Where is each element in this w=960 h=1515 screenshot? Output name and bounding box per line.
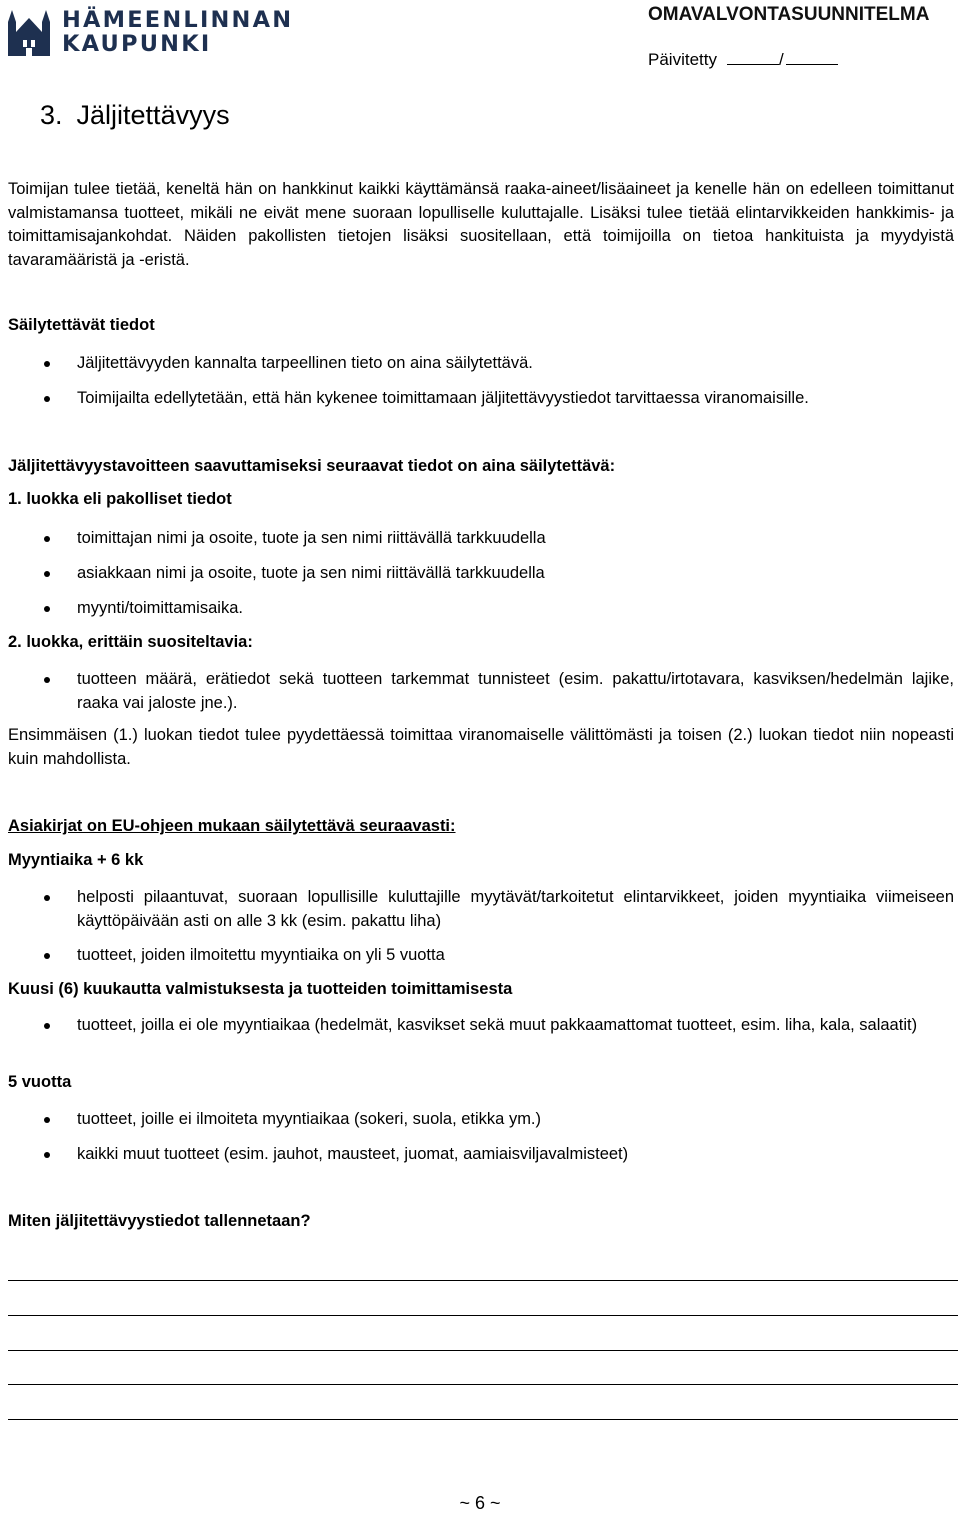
bullet-icon — [8, 562, 77, 586]
list-item — [8, 1143, 954, 1167]
list-item-text: tuotteet, joille ei ilmoiteta myyntiaikaa (sokeri, suola, etikka ym.) — [77, 1110, 542, 1128]
bullet-icon — [8, 668, 77, 715]
group2-heading: Kuusi (6) kuukautta valmistuksesta ja tuotteiden toimittamisesta — [8, 980, 513, 998]
goal-heading: Jäljitettävyystavoitteen saavuttamiseksi seuraavat tiedot on aina säilytettävä: — [8, 457, 616, 475]
answer-line[interactable] — [8, 1419, 958, 1420]
list-item-text: Jäljitettävyyden kannalta tarpeellinen tieto on aina säilytettävä. — [77, 354, 533, 372]
list-item-text: tuotteen määrä, erätiedot sekä tuotteen tarkemmat tunnisteet (esim. pakattu/irtotavara, kasviksen/hedelmän lajike, raaka vai jaloste jne.). — [77, 670, 954, 712]
bullet-icon — [8, 1108, 77, 1132]
section-title-text: Jäljitettävyys — [76, 100, 230, 130]
list-item-text: myynti/toimittamisaika. — [77, 599, 243, 617]
list-item — [8, 597, 954, 621]
list-item-text: tuotteet, joiden ilmoitettu myyntiaika on yli 5 vuotta — [77, 946, 445, 964]
list-item-text: toimittajan nimi ja osoite, tuote ja sen nimi riittävällä tarkkuudella — [77, 529, 546, 547]
city-logo — [6, 6, 306, 58]
list-item-text: Toimijailta edellytetään, että hän kykenee toimittamaan jäljitettävyystiedot tarvittaessa viranomaisille. — [77, 389, 809, 407]
list-item — [8, 387, 954, 411]
bullet-icon — [8, 1143, 77, 1167]
retained-heading: Säilytettävät tiedot — [8, 316, 155, 334]
updated-field — [648, 50, 838, 70]
castle-icon — [6, 8, 52, 56]
bullet-icon — [8, 527, 77, 551]
list-item-text: asiakkaan nimi ja osoite, tuote ja sen nimi riittävällä tarkkuudella — [77, 564, 545, 582]
list-item — [8, 944, 954, 968]
class1-heading: 1. luokka eli pakolliset tiedot — [8, 490, 232, 508]
intro-paragraph: Toimijan tulee tietää, keneltä hän on hankkinut kaikki käyttämänsä raaka-aineet/lisäaineet ja kenelle hän on edelleen toimittanut valmistamansa tuotteet, mikäli ne eivät mene suoraan lopulliselle kuluttajalle. Lisäksi tulee tietää elintarvikkeiden hankkimis- ja toimittamisajankohdat. Näiden pakollisten tietojen lisäksi suositellaan, että toimijoilla on tietoa hankituista ja myydyistä tavaramääristä ja -eristä. — [8, 180, 954, 269]
logo-line-1: HÄMEENLINNAN — [62, 7, 294, 33]
bullet-icon — [8, 387, 77, 411]
list-item — [8, 1108, 954, 1132]
list-item — [8, 1014, 954, 1038]
bullet-icon — [8, 597, 77, 621]
answer-line[interactable] — [8, 1280, 958, 1281]
bullet-icon — [8, 944, 77, 968]
answer-line[interactable] — [8, 1315, 958, 1316]
group1-heading: Myyntiaika + 6 kk — [8, 851, 144, 869]
class2-heading: 2. luokka, erittäin suositeltavia: — [8, 633, 253, 651]
bullet-icon — [8, 1014, 77, 1038]
page-number: ~ 6 ~ — [459, 1493, 501, 1513]
document-title: OMAVALVONTASUUNNITELMA — [648, 4, 930, 25]
list-item-text: helposti pilaantuvat, suoraan lopullisille kuluttajille myytävät/tarkoitetut elintarvikkeet, joiden myyntiaika viimeiseen käyttöpäivään asti on alle 3 kk (esim. pakattu liha) — [77, 888, 954, 930]
list-item-text: kaikki muut tuotteet (esim. jauhot, mausteet, juomat, aamiaisviljavalmisteet) — [77, 1145, 629, 1163]
updated-year-blank — [786, 50, 838, 65]
updated-label: Päivitetty — [648, 50, 717, 69]
bullet-icon — [8, 352, 77, 376]
answer-line[interactable] — [8, 1384, 958, 1385]
logo-line-2: KAUPUNKI — [62, 31, 212, 57]
answer-line[interactable] — [8, 1350, 958, 1351]
list-item — [8, 562, 954, 586]
class-note: Ensimmäisen (1.) luokan tiedot tulee pyydettäessä toimittaa viranomaiselle välittömästi ja toisen (2.) luokan tiedot niin nopeasti kuin mahdollista. — [8, 726, 954, 768]
bullet-icon — [8, 886, 77, 933]
list-item — [8, 527, 954, 551]
list-item — [8, 886, 954, 933]
updated-separator: / — [778, 50, 784, 69]
documents-heading: Asiakirjat on EU-ohjeen mukaan säilytettävä seuraavasti: — [8, 817, 456, 835]
list-item — [8, 668, 954, 715]
section-title — [40, 100, 230, 131]
section-number: 3. — [40, 100, 63, 130]
updated-month-blank — [727, 50, 779, 65]
list-item-text: tuotteet, joilla ei ole myyntiaikaa (hedelmät, kasvikset sekä muut pakkaamattomat tuotteet, esim. liha, kala, salaatit) — [77, 1016, 918, 1034]
list-item — [8, 352, 954, 376]
question-heading: Miten jäljitettävyystiedot tallennetaan? — [8, 1212, 311, 1230]
group3-heading: 5 vuotta — [8, 1073, 72, 1091]
